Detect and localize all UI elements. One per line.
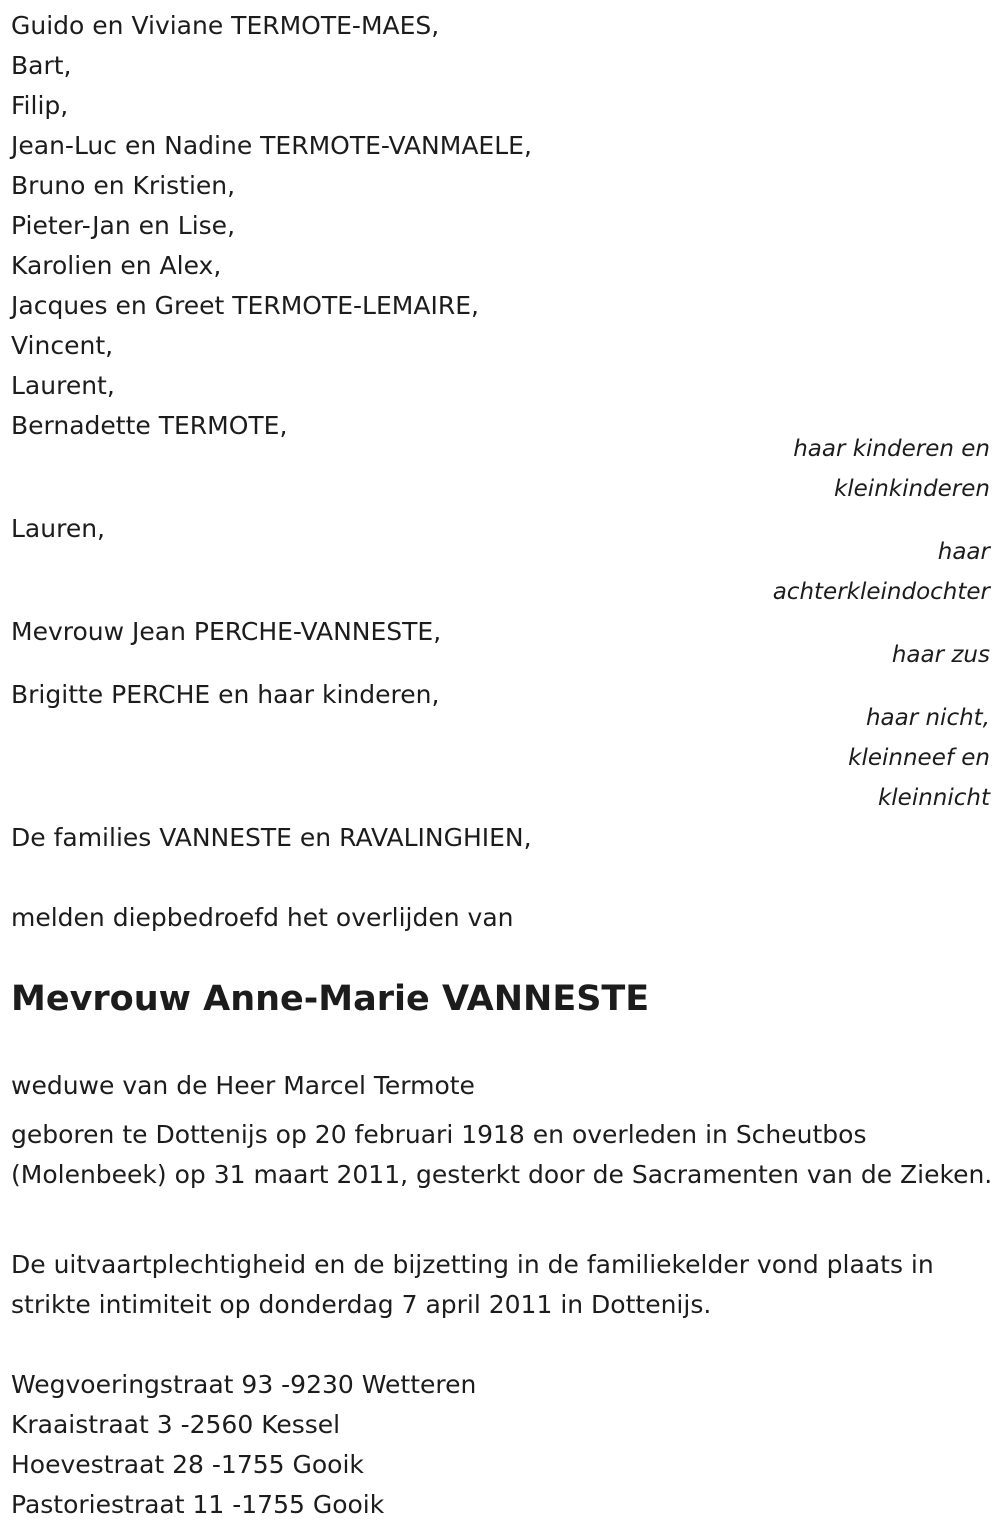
family-line: Filip,: [11, 91, 69, 120]
relation-line: haar nicht,: [865, 705, 990, 731]
address-line: Pastoriestraat 11 -1755 Gooik: [11, 1490, 385, 1519]
funeral-text: De uitvaartplechtigheid en de bijzetting in de familiekelder vond plaats in strikte intimiteit op donderdag 7 april 2011 in Dottenijs.: [11, 1250, 934, 1319]
family-line: Vincent,: [11, 331, 114, 360]
family-line: Bart,: [11, 51, 72, 80]
relation-line: kleinkinderen: [833, 476, 990, 502]
birth-death-text: geboren te Dottenijs op 20 februari 1918 en overleden in Scheutbos (Molenbeek) op 31 maart 2011, gesterkt door de Sacramenten van de Zieken.: [11, 1120, 993, 1189]
relation-niece: [848, 698, 990, 818]
sister-line: Mevrouw Jean PERCHE-VANNESTE,: [11, 617, 442, 646]
family-line: Karolien en Alex,: [11, 251, 222, 280]
address-line: Kraaistraat 3 -2560 Kessel: [11, 1410, 341, 1439]
relation-line: haar zus: [891, 642, 990, 668]
family-line: Bernadette TERMOTE,: [11, 411, 288, 440]
families-line: De families VANNESTE en RAVALINGHIEN,: [11, 823, 532, 852]
relation-line: haar kinderen en: [793, 436, 990, 462]
niece-line: Brigitte PERCHE en haar kinderen,: [11, 680, 440, 709]
family-line: Guido en Viviane TERMOTE-MAES,: [11, 11, 440, 40]
address-line: Wegvoeringstraat 93 -9230 Wetteren: [11, 1370, 477, 1399]
relation-line: kleinneef en: [848, 745, 990, 771]
widow-of-text: weduwe van de Heer Marcel Termote: [11, 1071, 475, 1100]
relation-great-grandchild: [773, 532, 990, 612]
relation-sister: [892, 635, 990, 675]
relation-line: haar: [937, 539, 990, 565]
great-grandchild-line: Lauren,: [11, 514, 105, 543]
family-line: Jacques en Greet TERMOTE-LEMAIRE,: [11, 291, 479, 320]
address-line: Hoevestraat 28 -1755 Gooik: [11, 1450, 364, 1479]
family-line: Bruno en Kristien,: [11, 171, 236, 200]
deceased-name: Mevrouw Anne-Marie VANNESTE: [11, 979, 650, 1019]
announcement-text: melden diepbedroefd het overlijden van: [11, 903, 514, 932]
relation-line: kleinnicht: [877, 785, 990, 811]
family-line: Jean-Luc en Nadine TERMOTE-VANMAELE,: [11, 131, 532, 160]
family-line: Pieter-Jan en Lise,: [11, 211, 236, 240]
family-line: Laurent,: [11, 371, 115, 400]
relation-children: [793, 429, 990, 509]
relation-line: achterkleindochter: [772, 579, 990, 605]
